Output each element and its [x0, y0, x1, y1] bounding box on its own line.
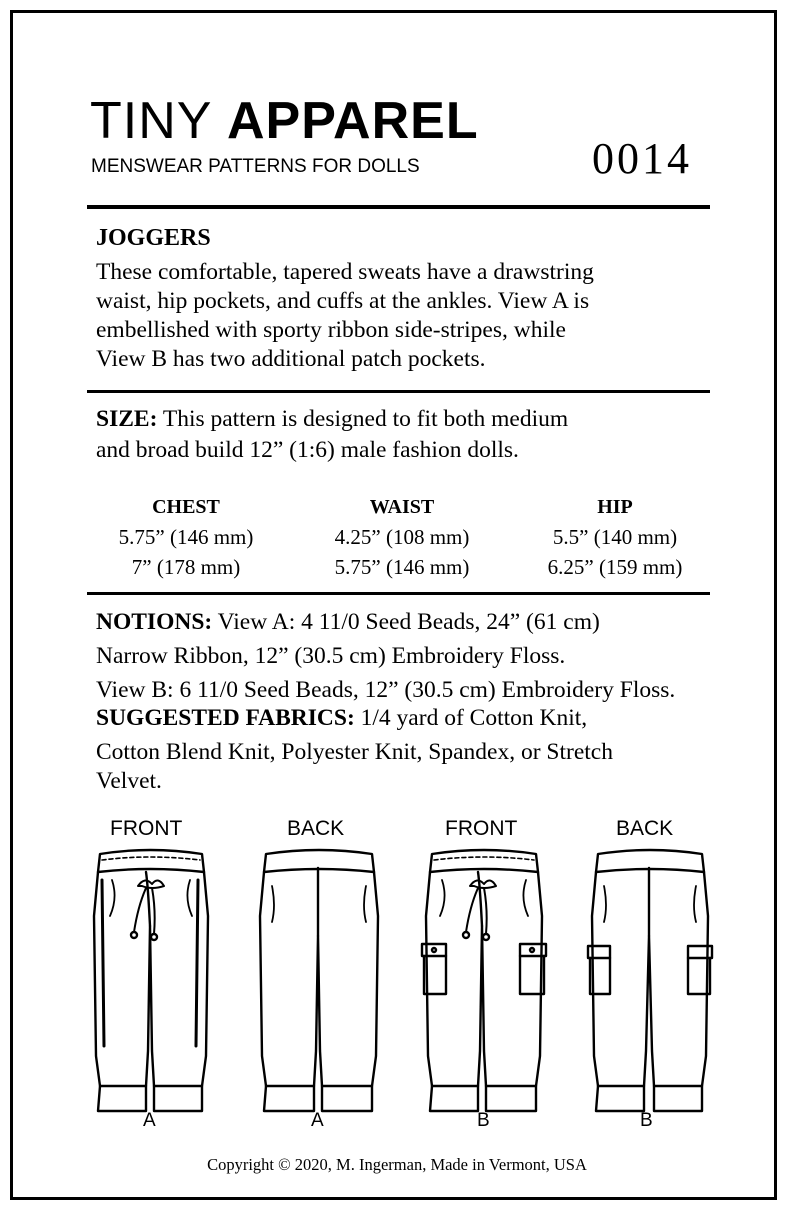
waist-medium: 4.25” (108 mm): [334, 525, 470, 549]
fabrics-line-3: Velvet.: [96, 768, 162, 794]
description-line-2: waist, hip pockets, and cuffs at the ankles. View A is: [96, 288, 590, 314]
fabrics-line-2: Cotton Blend Knit, Polyester Knit, Spandex, or Stretch: [96, 739, 613, 765]
size-column-waist: [312, 492, 492, 582]
brand-word-tiny: TINY: [90, 92, 212, 150]
fabrics-line-1: [96, 704, 587, 733]
size-line-1: [96, 405, 568, 434]
size-line-2: and broad build 12” (1:6) male fashion dolls.: [96, 437, 519, 463]
copyright-notice: Copyright © 2020, M. Ingerman, Made in Vermont, USA: [207, 1155, 587, 1174]
hip-broad: 6.25” (159 mm): [547, 555, 683, 579]
pattern-title: JOGGERS: [96, 225, 211, 251]
view-3-letter: B: [477, 1110, 490, 1131]
notions-line-1: [96, 608, 600, 637]
chest-header: CHEST: [152, 496, 220, 518]
notions-label: NOTIONS:: [96, 609, 213, 635]
view-1-letter: A: [143, 1110, 156, 1131]
view-1-label: FRONT: [110, 817, 183, 840]
pattern-number: 0014: [592, 134, 692, 183]
joggers-back-cargo-icon: [586, 846, 714, 1118]
description-line-3: embellished with sporty ribbon side-stripes, while: [96, 317, 566, 343]
description-line-4: View B has two additional patch pockets.: [96, 346, 486, 372]
divider-notions: [87, 592, 710, 595]
notions-line-3: View B: 6 11/0 Seed Beads, 12” (30.5 cm) Embroidery Floss.: [96, 677, 676, 703]
size-column-chest: [96, 492, 276, 582]
fabrics-label: SUGGESTED FABRICS:: [96, 705, 355, 731]
chest-broad: 7” (178 mm): [131, 555, 241, 579]
chest-medium: 5.75” (146 mm): [118, 525, 254, 549]
hip-medium: 5.5” (140 mm): [552, 525, 678, 549]
notions-text-1: View A: 4 11/0 Seed Beads, 24” (61 cm): [212, 609, 600, 635]
view-2-letter: A: [311, 1110, 324, 1131]
size-column-hip: [520, 492, 710, 582]
view-4-label: BACK: [616, 817, 674, 840]
hip-header: HIP: [597, 496, 633, 518]
joggers-back-icon: [256, 846, 382, 1118]
divider-top: [87, 205, 710, 209]
brand-tagline: MENSWEAR PATTERNS FOR DOLLS: [91, 156, 420, 177]
brand-word-apparel: APPAREL: [226, 92, 479, 150]
divider-size: [87, 390, 710, 393]
joggers-front-cargo-icon: [420, 846, 548, 1118]
view-4-letter: B: [640, 1110, 653, 1131]
fabrics-text-1: 1/4 yard of Cotton Knit,: [354, 705, 588, 731]
size-text-1: This pattern is designed to fit both medium: [157, 406, 569, 432]
view-3-label: FRONT: [445, 817, 518, 840]
joggers-front-stripe-icon: [90, 846, 212, 1118]
notions-line-2: Narrow Ribbon, 12” (30.5 cm) Embroidery Floss.: [96, 643, 566, 669]
brand-title: [90, 93, 479, 149]
size-label: SIZE:: [96, 406, 158, 432]
description-line-1: These comfortable, tapered sweats have a drawstring: [96, 259, 594, 285]
waist-header: WAIST: [369, 496, 435, 518]
waist-broad: 5.75” (146 mm): [334, 555, 470, 579]
view-2-label: BACK: [287, 817, 345, 840]
